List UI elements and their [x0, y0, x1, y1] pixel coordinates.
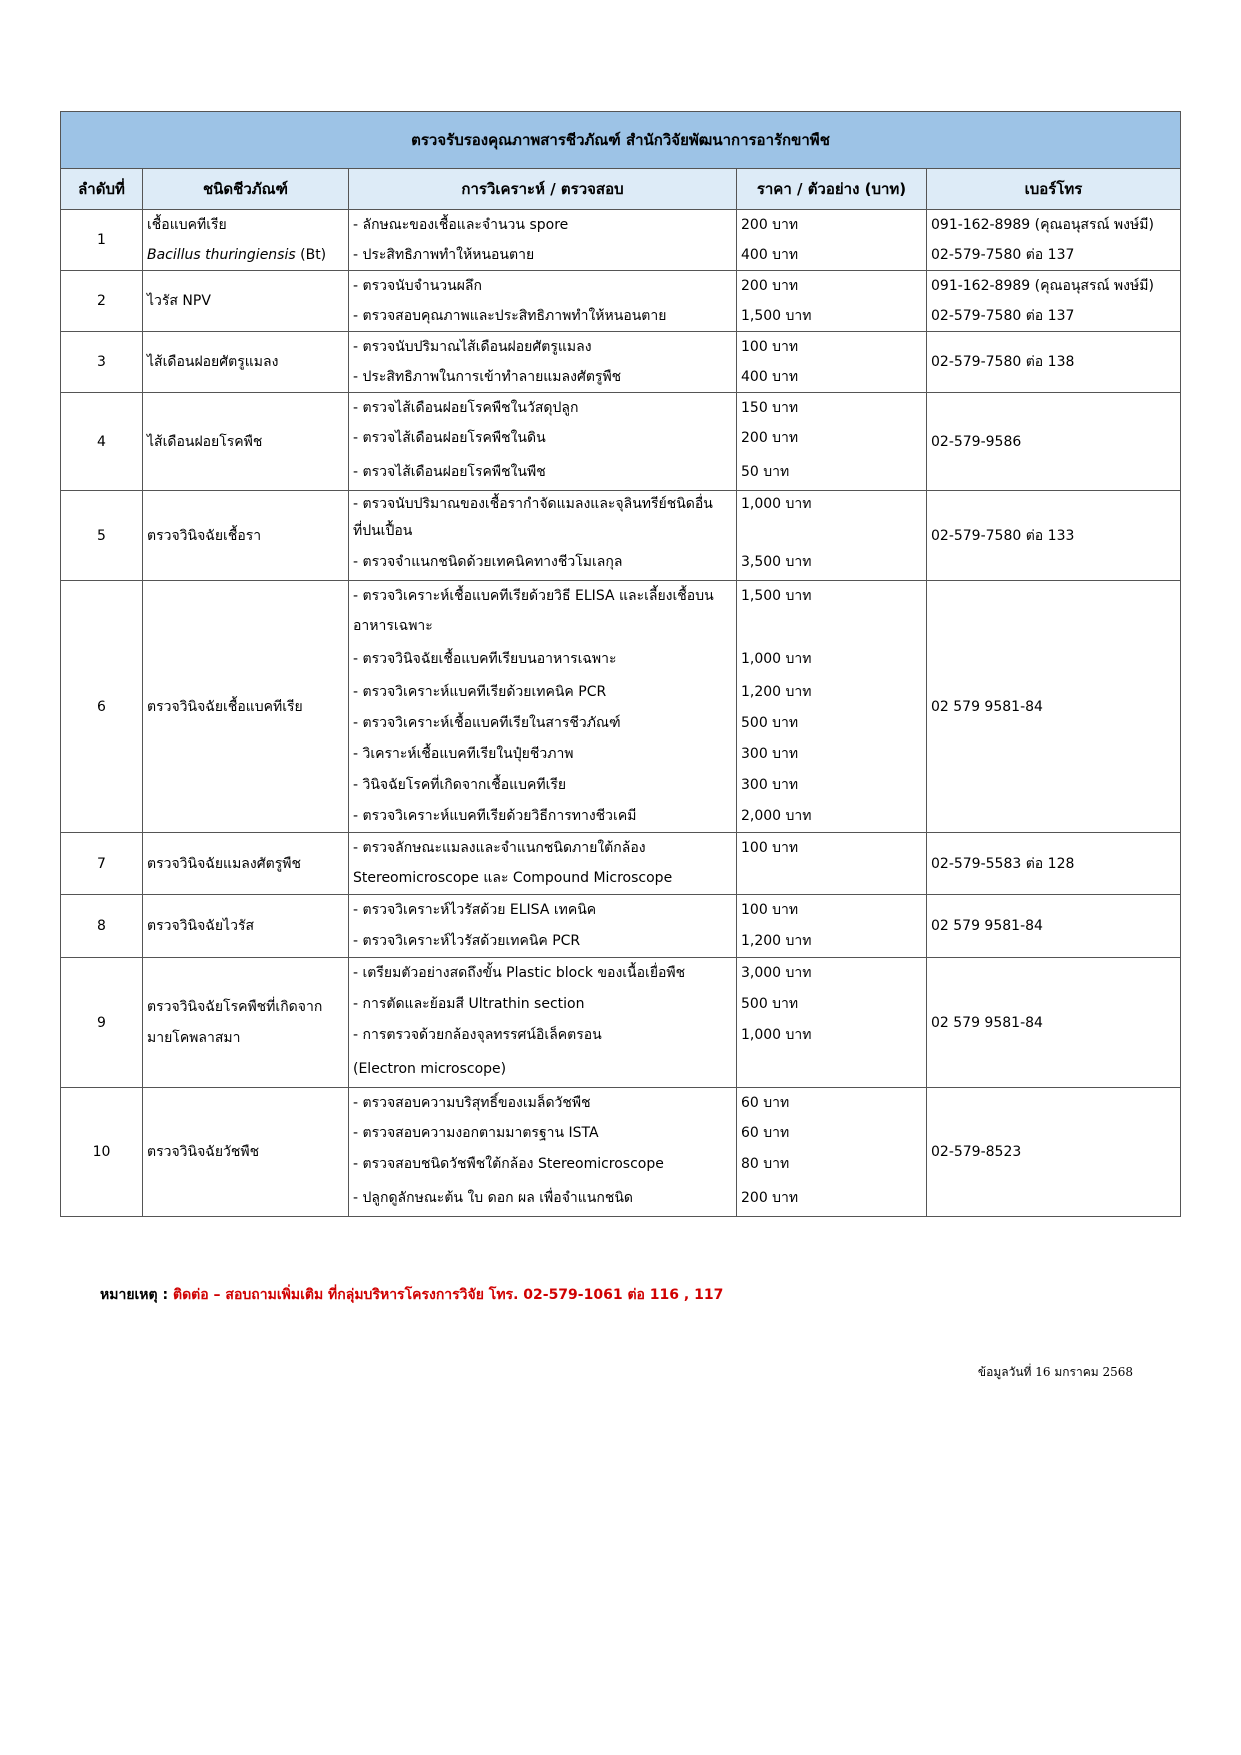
price-cell: [737, 581, 927, 833]
price-item: 50 บาท: [741, 464, 790, 480]
price-cell: [737, 833, 927, 895]
table-title-row: [61, 112, 1181, 169]
table-row: [61, 895, 1181, 958]
bioproduct-sci-line: [147, 240, 344, 270]
footnote: [100, 1284, 723, 1306]
phone-item: 02-579-5583 ต่อ 128: [927, 833, 1181, 895]
price-item: 1,200 บาท: [741, 684, 812, 700]
price-item: 1,000 บาท: [741, 651, 812, 667]
analysis-item: - ตรวจนับปริมาณไส้เดือนฝอยศัตรูแมลง: [353, 339, 592, 355]
bioproduct-name: เชื้อแบคทีเรีย: [147, 217, 227, 233]
price-item: 3,500 บาท: [741, 554, 812, 570]
table-row: [61, 210, 1181, 271]
analysis-item: - วิเคราะห์เชื้อแบคทีเรียในปุ๋ยชีวภาพ: [353, 746, 574, 762]
analysis-item: - ตรวจนับปริมาณของเชื้อรากำจัดแมลงและจุลินทรีย์ชนิดอื่น: [353, 496, 713, 512]
data-date: ข้อมูลวันที่ 16 มกราคม 2568: [977, 1365, 1133, 1379]
analysis-item: - ตรวจลักษณะแมลงและจำแนกชนิดภายใต้กล้อง: [353, 840, 646, 856]
bioproduct-name: ตรวจวินิจฉัยเชื้อรา: [143, 491, 349, 581]
analysis-cell: [349, 271, 737, 332]
analysis-item: - ประสิทธิภาพในการเข้าทำลายแมลงศัตรูพืช: [353, 369, 622, 385]
price-item: 200 บาท: [741, 1190, 799, 1206]
analysis-item: (Electron microscope): [353, 1061, 507, 1077]
price-cell: [737, 1088, 927, 1217]
price-item: 3,000 บาท: [741, 965, 812, 981]
header-row: [61, 169, 1181, 210]
price-item: 1,000 บาท: [741, 496, 812, 512]
footnote-text: ติดต่อ – สอบถามเพิ่มเติม ที่กลุ่มบริหารโครงการวิจัย โทร. 02-579-1061 ต่อ 116 , 117: [172, 1287, 724, 1303]
price-cell: [737, 271, 927, 332]
analysis-item: - วินิจฉัยโรคที่เกิดจากเชื้อแบคทีเรีย: [353, 777, 567, 793]
row-number: 9: [61, 958, 143, 1088]
analysis-item: - ตรวจวิเคราะห์ไวรัสด้วยเทคนิค PCR: [353, 933, 581, 949]
analysis-item: - ตรวจนับจำนวนผลึก: [353, 278, 482, 294]
analysis-item: - ตรวจวิเคราะห์แบคทีเรียด้วยเทคนิค PCR: [353, 684, 607, 700]
price-cell: [737, 895, 927, 958]
analysis-cell: [349, 1088, 737, 1217]
bioproduct-name: ตรวจวินิจฉัยวัชพืช: [143, 1088, 349, 1217]
header-type: ชนิดชีวภัณฑ์: [143, 169, 349, 210]
price-cell: [737, 393, 927, 491]
analysis-item: ที่ปนเปื้อน: [353, 523, 413, 539]
price-item: 100 บาท: [741, 840, 799, 856]
scientific-suffix: (Bt): [295, 247, 327, 263]
table-row: [61, 958, 1181, 1088]
bioproduct-name: ตรวจวินิจฉัยแมลงศัตรูพืช: [143, 833, 349, 895]
price-item: 100 บาท: [741, 902, 799, 918]
row-number: 8: [61, 895, 143, 958]
bioproduct-name: ไส้เดือนฝอยโรคพืช: [143, 393, 349, 491]
row-number: 2: [61, 271, 143, 332]
analysis-item: - ตรวจสอบชนิดวัชพืชใต้กล้อง Stereomicroscope: [353, 1156, 664, 1172]
analysis-cell: [349, 393, 737, 491]
price-item: 60 บาท: [741, 1095, 790, 1111]
analysis-cell: [349, 833, 737, 895]
price-item: [741, 863, 922, 894]
row-number: 4: [61, 393, 143, 491]
price-item: 1,500 บาท: [741, 308, 812, 324]
analysis-item: - ตรวจวินิจฉัยเชื้อแบคทีเรียบนอาหารเฉพาะ: [353, 651, 617, 667]
bioproduct-name: ตรวจวินิจฉัยโรคพืชที่เกิดจาก: [147, 998, 323, 1015]
price-item: [741, 1051, 922, 1087]
phone-item: 02 579 9581-84: [927, 581, 1181, 833]
price-item: 500 บาท: [741, 996, 799, 1012]
price-item: 1,500 บาท: [741, 588, 812, 604]
table-row: [61, 833, 1181, 895]
price-item: 80 บาท: [741, 1156, 790, 1172]
price-item: 1,200 บาท: [741, 933, 812, 949]
analysis-cell: [349, 210, 737, 271]
analysis-item: - ตรวจวิเคราะห์เชื้อแบคทีเรียด้วยวิธี ELISA และเลี้ยงเชื้อบน: [353, 588, 714, 604]
price-item: 200 บาท: [741, 217, 799, 233]
row-number: 7: [61, 833, 143, 895]
bioproduct-cell: [143, 958, 349, 1088]
phone-item: 02-579-7580 ต่อ 137: [931, 308, 1075, 324]
analysis-item: - ตรวจวิเคราะห์เชื้อแบคทีเรียในสารชีวภัณฑ์: [353, 715, 621, 731]
table-row: [61, 1088, 1181, 1217]
bioproduct-name: ตรวจวินิจฉัยไวรัส: [143, 895, 349, 958]
row-number: 1: [61, 210, 143, 271]
service-price-table: [60, 111, 1181, 1217]
phone-item: 02-579-7580 ต่อ 133: [927, 491, 1181, 581]
phone-item: 02-579-7580 ต่อ 137: [931, 247, 1075, 263]
phone-item: 02 579 9581-84: [927, 895, 1181, 958]
analysis-item: - ตรวจสอบความงอกตามมาตรฐาน ISTA: [353, 1125, 599, 1141]
table-row: [61, 581, 1181, 833]
footnote-label: หมายเหตุ :: [100, 1287, 173, 1303]
analysis-item: - ตรวจสอบความบริสุทธิ์ของเมล็ดวัชพืช: [353, 1095, 591, 1111]
phone-item: 02-579-8523: [927, 1088, 1181, 1217]
analysis-item: - การตัดและย้อมสี Ultrathin section: [353, 996, 585, 1012]
table-row: [61, 271, 1181, 332]
row-number: 5: [61, 491, 143, 581]
phone-cell: [927, 210, 1181, 271]
price-item: 300 บาท: [741, 777, 799, 793]
analysis-item: - ปลูกดูลักษณะต้น ใบ ดอก ผล เพื่อจำแนกชนิด: [353, 1190, 633, 1206]
analysis-item: - ตรวจวิเคราะห์แบคทีเรียด้วยวิธีการทางชีวเคมี: [353, 808, 637, 824]
analysis-item: - ตรวจวิเคราะห์ไวรัสด้วย ELISA เทคนิค: [353, 902, 597, 918]
row-number: 3: [61, 332, 143, 393]
phone-item: 02-579-9586: [927, 393, 1181, 491]
analysis-cell: [349, 581, 737, 833]
phone-item: 091-162-8989 (คุณอนุสรณ์ พงษ์มี): [931, 278, 1154, 294]
analysis-item: - ประสิทธิภาพทำให้หนอนตาย: [353, 247, 535, 263]
table-row: [61, 491, 1181, 581]
table-title: ตรวจรับรองคุณภาพสารชีวภัณฑ์ สำนักวิจัยพัฒนาการอารักขาพืช: [61, 112, 1181, 169]
header-no: ลำดับที่: [61, 169, 143, 210]
row-number: 10: [61, 1088, 143, 1217]
price-cell: [737, 332, 927, 393]
phone-item: 02 579 9581-84: [927, 958, 1181, 1088]
price-item: 2,000 บาท: [741, 808, 812, 824]
price-item: [741, 518, 922, 544]
analysis-item: Stereomicroscope และ Compound Microscope: [353, 870, 673, 886]
price-item: 150 บาท: [741, 400, 799, 416]
scientific-name: Bacillus thuringiensis: [147, 247, 296, 263]
price-item: 400 บาท: [741, 369, 799, 385]
header-price: ราคา / ตัวอย่าง (บาท): [737, 169, 927, 210]
phone-item: 091-162-8989 (คุณอนุสรณ์ พงษ์มี): [931, 217, 1154, 233]
price-item: 1,000 บาท: [741, 1027, 812, 1043]
bioproduct-name: ไส้เดือนฝอยศัตรูแมลง: [143, 332, 349, 393]
price-item: 300 บาท: [741, 746, 799, 762]
analysis-cell: [349, 332, 737, 393]
analysis-item: - เตรียมตัวอย่างสดถึงขั้น Plastic block ของเนื้อเยื่อพืช: [353, 965, 686, 981]
price-item: 500 บาท: [741, 715, 799, 731]
bioproduct-name: ตรวจวินิจฉัยเชื้อแบคทีเรีย: [143, 581, 349, 833]
bioproduct-cell: [143, 210, 349, 271]
analysis-item: - ตรวจไส้เดือนฝอยโรคพืชในพืช: [353, 464, 546, 480]
price-item: 400 บาท: [741, 247, 799, 263]
bioproduct-name: ไวรัส NPV: [143, 271, 349, 332]
analysis-item: - การตรวจด้วยกล้องจุลทรรศน์อิเล็คตรอน: [353, 1027, 602, 1043]
table-row: [61, 332, 1181, 393]
analysis-item: - ตรวจไส้เดือนฝอยโรคพืชในวัสดุปลูก: [353, 400, 579, 416]
price-item: 60 บาท: [741, 1125, 790, 1141]
analysis-item: - ตรวจสอบคุณภาพและประสิทธิภาพทำให้หนอนตาย: [353, 308, 667, 324]
analysis-item: - ลักษณะของเชื้อและจำนวน spore: [353, 217, 569, 233]
bioproduct-name-cont: มายโคพลาสมา: [147, 1029, 241, 1046]
analysis-item: อาหารเฉพาะ: [353, 618, 433, 634]
row-number: 6: [61, 581, 143, 833]
header-phone: เบอร์โทร: [927, 169, 1181, 210]
price-item: [741, 611, 922, 641]
price-cell: [737, 210, 927, 271]
price-item: 200 บาท: [741, 278, 799, 294]
price-item: 100 บาท: [741, 339, 799, 355]
analysis-cell: [349, 958, 737, 1088]
price-cell: [737, 491, 927, 581]
price-cell: [737, 958, 927, 1088]
price-item: 200 บาท: [741, 430, 799, 446]
table-row: [61, 393, 1181, 491]
analysis-cell: [349, 895, 737, 958]
header-analysis: การวิเคราะห์ / ตรวจสอบ: [349, 169, 737, 210]
phone-cell: [927, 271, 1181, 332]
analysis-cell: [349, 491, 737, 581]
analysis-item: - ตรวจจำแนกชนิดด้วยเทคนิคทางชีวโมเลกุล: [353, 554, 623, 570]
analysis-item: - ตรวจไส้เดือนฝอยโรคพืชในดิน: [353, 430, 546, 446]
phone-item: 02-579-7580 ต่อ 138: [927, 332, 1181, 393]
